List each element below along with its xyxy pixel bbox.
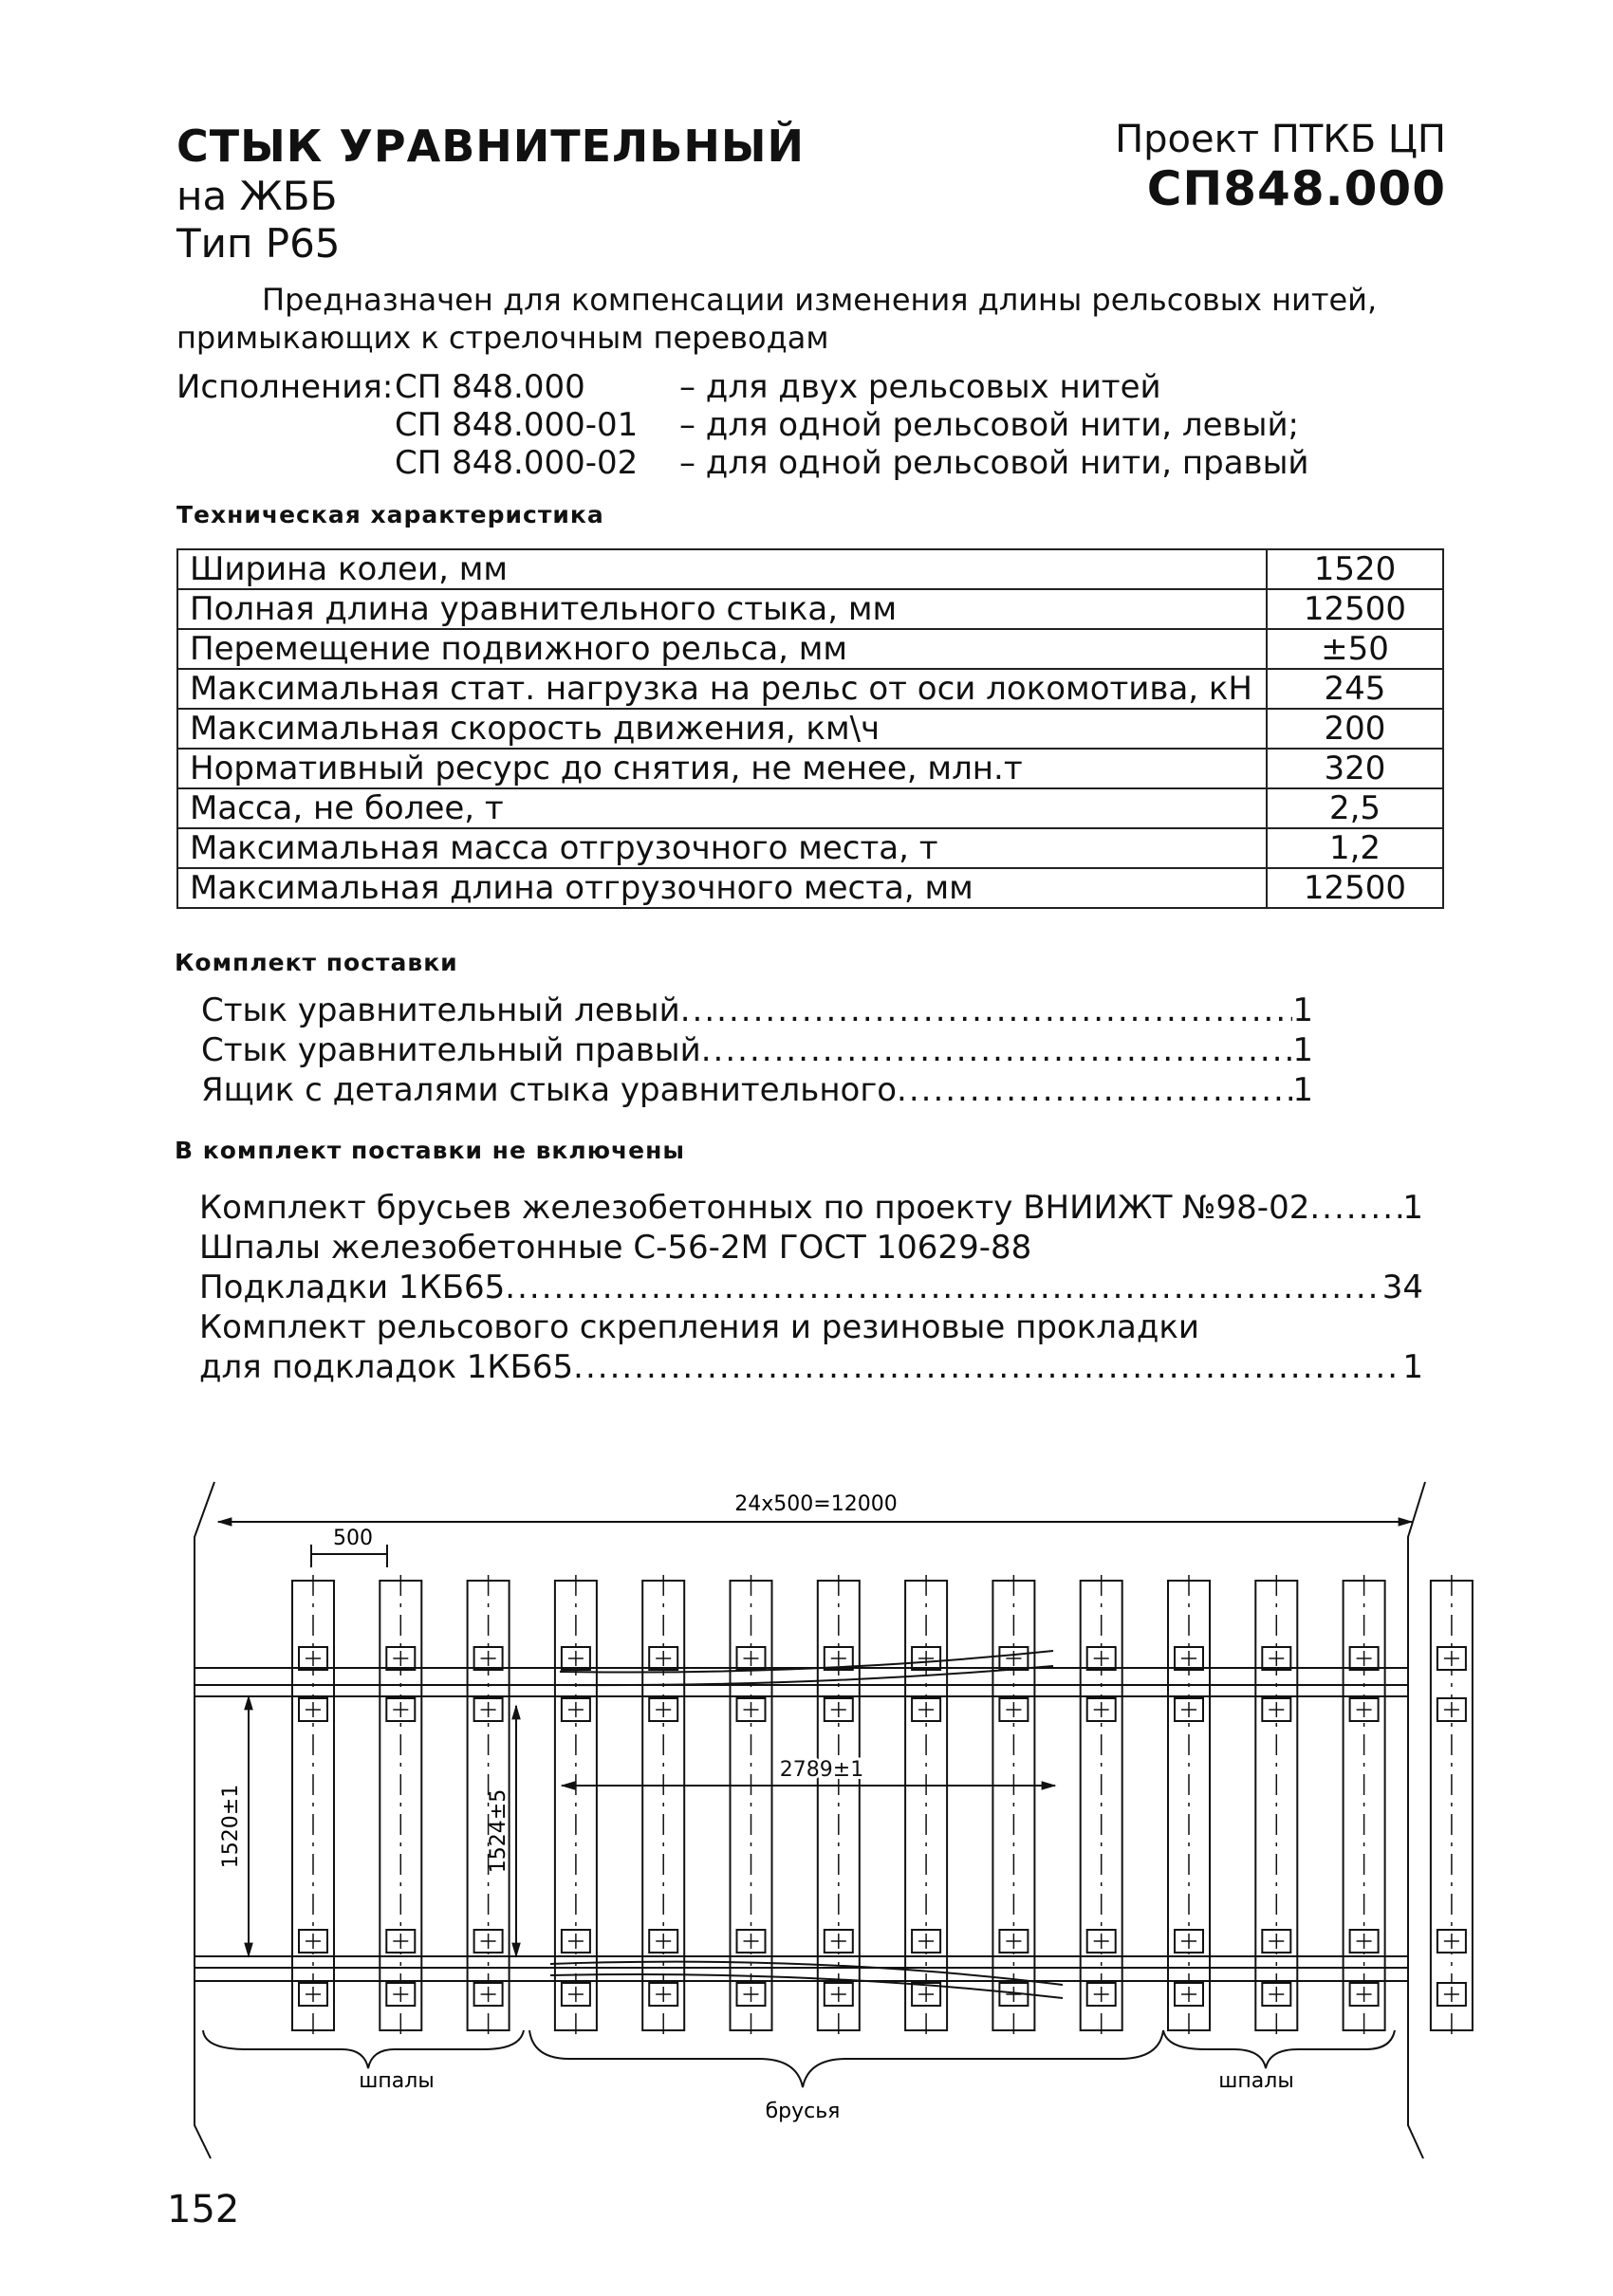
spec-label: Нормативный ресурс до снятия, не менее, млн.т [177,749,1267,788]
variant-desc: – для одной рельсовой нити, левый; [679,406,1299,444]
fastening-plate [299,1647,327,1670]
label-sleepers-right: шпалы [1218,2069,1294,2093]
spec-label: Максимальная длина отгрузочного места, мм [177,868,1267,908]
title-line-3: Тип Р65 [176,220,341,267]
list-item [199,1307,1423,1347]
list-item [199,1228,1423,1268]
fastening-plate [1437,1698,1466,1721]
fastening-plate [1350,1930,1379,1953]
fastening-plate [562,1698,590,1721]
fastening-plate [299,1698,327,1721]
fastening-plate [562,1647,590,1670]
item-name: Комплект брусьев железобетонных по проекту ВНИИЖТ №98-02 [199,1189,1310,1227]
dimension-total-label: 24х500=12000 [734,1492,898,1516]
dimension-inner-label: 1524±5 [487,1788,510,1874]
fastening-plate [1262,1930,1290,1953]
fastening-plate [386,1698,415,1721]
fastening-plate [737,1698,766,1721]
fastening-plate [825,1698,853,1721]
spec-label: Максимальная стат. нагрузка на рельс от оси локомотива, кН [177,669,1267,709]
excluded-heading: В комплект поставки не включены [175,1137,686,1164]
page-number: 152 [167,2188,240,2231]
spec-value: 200 [1267,709,1443,749]
fastening-plate [912,1930,940,1953]
purpose-line-2: примыкающих к стрелочным переводам [176,320,829,356]
fastening-plate [386,1983,415,2006]
item-name: Шпалы железобетонные С-56-2М ГОСТ 10629-88 [199,1229,1032,1267]
fastening-plate [649,1930,677,1953]
table-row [177,709,1443,749]
item-name: Стык уравнительный левый [201,991,680,1029]
fastening-plate [474,1647,503,1670]
item-qty: 1 [1292,1031,1313,1069]
spec-label: Масса, не более, т [177,788,1267,828]
spec-label: Перемещение подвижного рельса, мм [177,629,1267,669]
fastening-plate [1350,1698,1379,1721]
variant-code: СП 848.000 [395,368,585,406]
sleeper [1431,1575,1473,2036]
table-row [177,788,1443,828]
item-qty: 1 [1402,1189,1423,1227]
fastening-plate [1350,1647,1379,1670]
table-row [177,669,1443,709]
fastening-plate [299,1930,327,1953]
fastening-plate [1350,1983,1379,2006]
spec-value: 12500 [1267,868,1443,908]
fastening-plate [1175,1647,1203,1670]
title-line-2: на ЖББ [176,173,338,219]
break-line-left [195,1482,214,2158]
spec-value: 320 [1267,749,1443,788]
fastening-plate [825,1983,853,2006]
dimension-spacing-label: 500 [333,1527,373,1550]
delivery-heading: Комплект поставки [175,949,458,976]
list-item [199,1188,1423,1228]
brace-right [1163,2030,1395,2068]
delivery-list [201,991,1313,1110]
fastening-plate [1175,1930,1203,1953]
variants-label: Исполнения: [176,368,394,406]
fastening-plate [825,1930,853,1953]
list-item [201,1030,1313,1070]
list-item [199,1268,1423,1307]
break-line-right [1408,1482,1425,2158]
specs-heading: Техническая характеристика [176,501,604,528]
fastening-plate [1262,1983,1290,2006]
excluded-list [199,1188,1423,1387]
fastening-plate [474,1930,503,1953]
fastening-plate [474,1698,503,1721]
item-qty: 34 [1381,1268,1423,1306]
item-name: Ящик с деталями стыка уравнительного [201,1071,898,1109]
fastening-plate [999,1647,1028,1670]
spec-label: Максимальная масса отгрузочного места, т [177,828,1267,868]
fastening-plate [649,1983,677,2006]
spec-value: 12500 [1267,589,1443,629]
specs-table [176,548,1444,909]
list-item [199,1347,1423,1387]
spec-value: 2,5 [1267,788,1443,828]
item-name: Стык уравнительный правый [201,1031,701,1069]
fastening-plate [562,1930,590,1953]
fastening-plate [474,1983,503,2006]
fastening-plate [386,1647,415,1670]
brace-middle [529,2030,1163,2087]
fastening-plate [912,1698,940,1721]
item-qty: 1 [1402,1348,1423,1386]
fastening-plate [386,1930,415,1953]
table-row [177,549,1443,589]
fastening-plate [999,1698,1028,1721]
document-code: СП848.000 [1146,161,1446,216]
variants-block [176,368,1309,482]
fastening-plate [1087,1983,1116,2006]
spec-label: Полная длина уравнительного стыка, мм [177,589,1267,629]
item-qty: 1 [1292,1071,1313,1109]
table-row [177,828,1443,868]
fastening-plate [1087,1647,1116,1670]
spec-value: 245 [1267,669,1443,709]
item-qty: 1 [1292,991,1313,1029]
fastening-plate [737,1983,766,2006]
fastening-plate [649,1647,677,1670]
fastening-plate [1437,1930,1466,1953]
variant-desc: – для одной рельсовой нити, правый [679,444,1309,482]
item-name: Подкладки 1КБ65 [199,1268,506,1306]
fastening-plate [1437,1983,1466,2006]
list-item [201,991,1313,1030]
fastening-plate [1175,1983,1203,2006]
label-bars: брусья [765,2100,841,2123]
list-item [201,1070,1313,1110]
fastening-plate [912,1647,940,1670]
spec-value: 1520 [1267,549,1443,589]
spec-value: ±50 [1267,629,1443,669]
table-row [177,749,1443,788]
item-name: для подкладок 1КБ65 [199,1348,574,1386]
table-row [177,868,1443,908]
fastening-plate [1262,1647,1290,1670]
fastening-plate [1175,1698,1203,1721]
variant-code: СП 848.000-01 [395,406,639,444]
spec-label: Максимальная скорость движения, км\ч [177,709,1267,749]
fastening-plate [299,1983,327,2006]
fastening-plate [737,1647,766,1670]
fastening-plate [1087,1930,1116,1953]
purpose-line-1: Предназначен для компенсации изменения длины рельсовых нитей, [262,282,1378,318]
brace-left [203,2030,524,2068]
track-drawing [0,1461,1613,2163]
fastening-plate [1087,1698,1116,1721]
table-row [177,589,1443,629]
dimension-mid-label: 2789±1 [779,1758,864,1782]
title-line-1: СТЫК УРАВНИТЕЛЬНЫЙ [176,120,805,172]
table-row [177,629,1443,669]
dimension-gauge-label: 1520±1 [219,1784,243,1869]
fastening-plate [649,1698,677,1721]
project-label: Проект ПТКБ ЦП [1115,118,1446,161]
fastening-plate [737,1930,766,1953]
fastening-plate [562,1983,590,2006]
fastening-plate [1437,1647,1466,1670]
fastening-plate [1262,1698,1290,1721]
spec-label: Ширина колеи, мм [177,549,1267,589]
spec-value: 1,2 [1267,828,1443,868]
variant-desc: – для двух рельсовых нитей [679,368,1161,406]
variant-code: СП 848.000-02 [395,444,639,482]
item-name: Комплект рельсового скрепления и резиновые прокладки [199,1308,1199,1346]
label-sleepers-left: шпалы [359,2069,435,2093]
rails-group [195,1651,1408,1998]
fastening-plate [999,1930,1028,1953]
